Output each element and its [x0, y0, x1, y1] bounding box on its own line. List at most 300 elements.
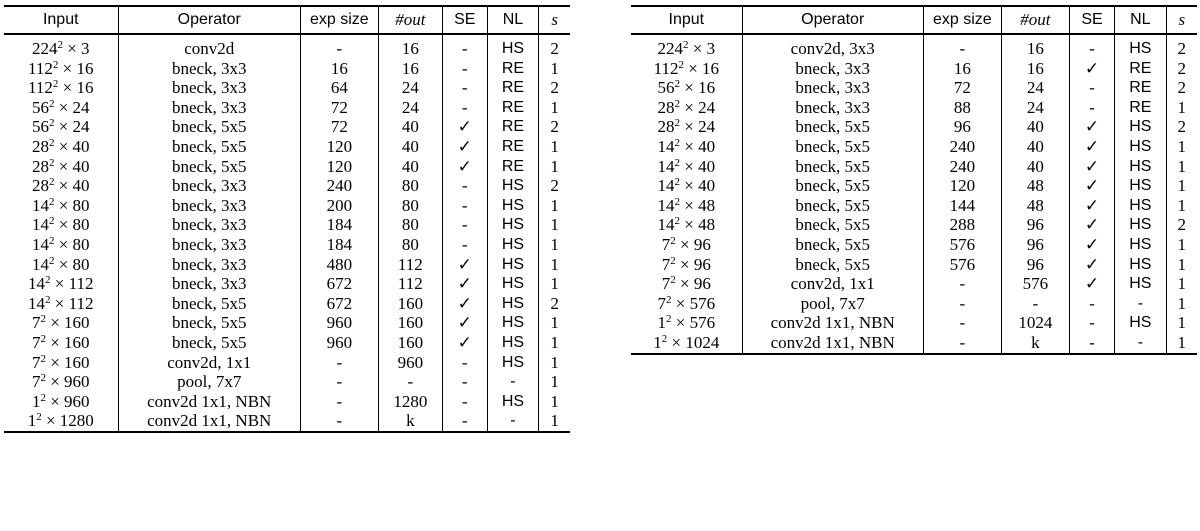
times-symbol: × [58, 58, 77, 78]
cell-stride: 1 [1166, 274, 1197, 294]
cell-nl: HS [1115, 215, 1166, 235]
table-row [4, 34, 570, 59]
cell-nl: HS [1115, 34, 1166, 59]
header-stride: s [1166, 6, 1197, 34]
cell-out: 960 [378, 353, 442, 373]
times-symbol: × [671, 313, 690, 333]
header-exp-size: exp size [300, 6, 378, 34]
header-operator: Operator [742, 6, 923, 34]
cell-nl: HS [487, 353, 539, 373]
cell-stride: 1 [539, 137, 570, 157]
times-symbol: × [54, 136, 73, 156]
input-exponent: 2 [48, 176, 55, 189]
cell-out: 112 [378, 255, 442, 275]
cell-se: ✓ [1069, 157, 1114, 177]
input-channels: 960 [64, 372, 90, 392]
times-symbol: × [680, 176, 699, 196]
cell-operator: bneck, 5x5 [742, 255, 923, 275]
cell-out: k [378, 411, 442, 432]
cell-input [4, 117, 118, 137]
cell-stride: 1 [539, 215, 570, 235]
cell-exp-size: 240 [300, 176, 378, 196]
input-resolution: 224 [657, 39, 684, 58]
input-exponent: 2 [48, 97, 55, 110]
header-exp-size: exp size [923, 6, 1001, 34]
cell-nl: HS [1115, 274, 1166, 294]
table-row [631, 255, 1197, 275]
input-exponent: 2 [674, 136, 681, 149]
cell-out: 1024 [1001, 313, 1069, 333]
input-resolution: 14 [657, 215, 675, 235]
times-symbol: × [680, 215, 699, 235]
cell-nl: RE [487, 157, 539, 177]
cell-operator: bneck, 3x3 [742, 78, 923, 98]
times-symbol: × [680, 97, 699, 117]
cell-operator: bneck, 5x5 [742, 215, 923, 235]
cell-se: - [1069, 78, 1114, 98]
cell-nl: HS [1115, 313, 1166, 333]
cell-stride: 2 [1166, 59, 1197, 79]
input-resolution: 28 [31, 136, 49, 156]
input-resolution: 112 [28, 78, 53, 98]
cell-nl: RE [487, 98, 539, 118]
cell-se: ✓ [442, 313, 487, 333]
cell-operator: bneck, 3x3 [118, 255, 300, 275]
cell-operator: conv2d 1x1, NBN [742, 333, 923, 354]
cell-nl: RE [1115, 98, 1166, 118]
input-exponent: 2 [674, 117, 681, 130]
input-resolution: 7 [661, 234, 671, 254]
cell-nl: - [1115, 294, 1166, 314]
input-exponent: 2 [670, 234, 676, 247]
cell-se: - [442, 196, 487, 216]
header-se: SE [1069, 6, 1114, 34]
cell-se: ✓ [442, 333, 487, 353]
cell-operator: bneck, 5x5 [742, 117, 923, 137]
table-row [631, 196, 1197, 216]
times-symbol: × [680, 195, 699, 215]
cell-stride: 1 [539, 392, 570, 412]
cell-operator: conv2d 1x1, NBN [742, 313, 923, 333]
cell-input [631, 235, 742, 255]
cell-stride: 2 [539, 78, 570, 98]
cell-operator: bneck, 3x3 [118, 176, 300, 196]
cell-input [631, 78, 742, 98]
input-resolution: 14 [31, 234, 49, 254]
cell-out: 40 [1001, 157, 1069, 177]
input-channels: 576 [689, 313, 716, 333]
table-row [4, 176, 570, 196]
cell-input [4, 235, 118, 255]
cell-se: - [442, 176, 487, 196]
cell-nl: HS [487, 34, 539, 59]
cell-stride: 1 [539, 411, 570, 432]
cell-se: ✓ [1069, 274, 1114, 294]
input-exponent: 2 [674, 176, 681, 189]
cell-exp-size: 72 [300, 98, 378, 118]
cell-operator: conv2d [118, 34, 300, 59]
input-channels: 80 [72, 234, 90, 254]
times-symbol: × [54, 176, 73, 196]
cell-stride: 1 [539, 98, 570, 118]
cell-input [631, 59, 742, 79]
cell-out: 96 [1001, 255, 1069, 275]
input-exponent: 2 [670, 254, 676, 267]
input-channels: 24 [72, 117, 90, 137]
cell-exp-size: 16 [923, 59, 1001, 79]
cell-operator: conv2d, 3x3 [742, 34, 923, 59]
input-exponent: 2 [678, 58, 684, 71]
cell-out: 80 [378, 196, 442, 216]
cell-stride: 2 [1166, 34, 1197, 59]
cell-exp-size: 184 [300, 235, 378, 255]
cell-exp-size: 672 [300, 294, 378, 314]
cell-se: - [442, 411, 487, 432]
cell-se: - [1069, 294, 1114, 314]
times-symbol: × [54, 234, 73, 254]
input-exponent: 2 [666, 313, 672, 326]
cell-stride: 1 [1166, 196, 1197, 216]
cell-exp-size: 72 [923, 78, 1001, 98]
input-channels: 112 [68, 274, 94, 294]
cell-nl: RE [1115, 59, 1166, 79]
cell-out: 16 [378, 59, 442, 79]
cell-operator: pool, 7x7 [118, 372, 300, 392]
input-channels: 960 [64, 391, 90, 411]
input-resolution: 1 [31, 391, 41, 411]
input-resolution: 14 [28, 293, 46, 313]
cell-input [631, 313, 742, 333]
input-channels: 3 [81, 39, 90, 58]
cell-operator: bneck, 3x3 [118, 59, 300, 79]
input-resolution: 112 [653, 58, 679, 78]
cell-exp-size: 96 [923, 117, 1001, 137]
cell-out: 96 [1001, 235, 1069, 255]
times-symbol: × [680, 117, 699, 137]
table-row [631, 117, 1197, 137]
cell-exp-size: - [923, 333, 1001, 354]
table-large [4, 5, 570, 433]
cell-nl: HS [1115, 117, 1166, 137]
input-resolution: 14 [657, 195, 675, 215]
input-resolution: 14 [31, 254, 49, 274]
input-exponent: 2 [40, 391, 46, 404]
input-channels: 96 [693, 254, 711, 274]
times-symbol: × [54, 195, 73, 215]
cell-operator: bneck, 5x5 [118, 333, 300, 353]
input-exponent: 2 [48, 254, 55, 267]
cell-out: 40 [378, 117, 442, 137]
cell-stride: 1 [539, 372, 570, 392]
cell-input [631, 294, 742, 314]
times-symbol: × [62, 39, 82, 58]
cell-input [631, 137, 742, 157]
cell-out: k [1001, 333, 1069, 354]
cell-stride: 2 [1166, 78, 1197, 98]
cell-input [4, 411, 118, 432]
cell-operator: bneck, 5x5 [742, 176, 923, 196]
cell-nl: HS [1115, 235, 1166, 255]
times-symbol: × [667, 332, 686, 352]
cell-out: 16 [1001, 59, 1069, 79]
cell-stride: 1 [1166, 98, 1197, 118]
cell-exp-size: - [923, 274, 1001, 294]
input-resolution: 7 [31, 352, 41, 372]
cell-operator: bneck, 5x5 [118, 294, 300, 314]
cell-exp-size: 672 [300, 274, 378, 294]
cell-exp-size: - [923, 34, 1001, 59]
header-se: SE [442, 6, 487, 34]
times-symbol: × [58, 78, 77, 98]
table-row [631, 78, 1197, 98]
cell-exp-size: - [300, 411, 378, 432]
cell-input [4, 34, 118, 59]
times-symbol: × [54, 254, 73, 274]
input-channels: 48 [698, 215, 716, 235]
cell-se: ✓ [1069, 117, 1114, 137]
cell-stride: 1 [539, 274, 570, 294]
table-row [4, 255, 570, 275]
header-nl: NL [487, 6, 539, 34]
cell-nl: HS [487, 274, 539, 294]
cell-operator: bneck, 3x3 [118, 215, 300, 235]
cell-se: - [442, 392, 487, 412]
input-exponent: 2 [36, 411, 42, 424]
input-resolution: 1 [27, 411, 37, 431]
input-channels: 40 [72, 156, 90, 176]
input-exponent: 2 [48, 117, 55, 130]
cell-nl: - [1115, 333, 1166, 354]
input-resolution: 14 [31, 215, 49, 235]
cell-input [4, 176, 118, 196]
cell-operator: bneck, 3x3 [118, 196, 300, 216]
cell-nl: - [487, 411, 539, 432]
times-symbol: × [45, 332, 65, 352]
header-out: #out [378, 6, 442, 34]
cell-stride: 2 [539, 117, 570, 137]
input-exponent: 2 [45, 293, 51, 306]
input-resolution: 7 [31, 332, 41, 352]
table-row [631, 59, 1197, 79]
cell-input [631, 117, 742, 137]
cell-input [4, 59, 118, 79]
input-resolution: 56 [31, 97, 49, 117]
input-channels: 160 [64, 313, 90, 333]
cell-input [4, 294, 118, 314]
input-exponent: 2 [40, 313, 46, 326]
input-channels: 40 [698, 156, 716, 176]
cell-out: 80 [378, 235, 442, 255]
cell-se: ✓ [442, 255, 487, 275]
header-out: #out [1001, 6, 1069, 34]
table-row [4, 59, 570, 79]
cell-se: ✓ [1069, 59, 1114, 79]
cell-input [631, 215, 742, 235]
cell-nl: HS [487, 176, 539, 196]
cell-stride: 1 [1166, 313, 1197, 333]
cell-nl: HS [1115, 157, 1166, 177]
table-row [4, 235, 570, 255]
table-row [4, 294, 570, 314]
input-resolution: 14 [657, 136, 675, 156]
cell-stride: 1 [539, 313, 570, 333]
cell-operator: conv2d 1x1, NBN [118, 411, 300, 432]
cell-stride: 1 [1166, 333, 1197, 354]
cell-input [4, 372, 118, 392]
input-exponent: 2 [52, 58, 59, 71]
cell-operator: bneck, 3x3 [118, 78, 300, 98]
cell-out: 576 [1001, 274, 1069, 294]
cell-se: - [1069, 333, 1114, 354]
cell-input [4, 255, 118, 275]
cell-exp-size: 288 [923, 215, 1001, 235]
input-exponent: 2 [674, 97, 681, 110]
cell-stride: 2 [539, 34, 570, 59]
table-row [4, 196, 570, 216]
cell-operator: bneck, 5x5 [118, 157, 300, 177]
cell-se: - [442, 59, 487, 79]
times-symbol: × [50, 274, 69, 294]
table-row [4, 137, 570, 157]
input-resolution: 28 [31, 156, 49, 176]
input-exponent: 2 [674, 215, 681, 228]
input-channels: 24 [72, 97, 90, 117]
cell-operator: bneck, 5x5 [742, 235, 923, 255]
cell-stride: 1 [1166, 255, 1197, 275]
cell-stride: 1 [1166, 294, 1197, 314]
cell-stride: 1 [1166, 176, 1197, 196]
cell-nl: RE [487, 137, 539, 157]
cell-out: 48 [1001, 176, 1069, 196]
cell-se: - [442, 78, 487, 98]
cell-stride: 1 [1166, 137, 1197, 157]
cell-nl: HS [487, 313, 539, 333]
cell-stride: 1 [539, 333, 570, 353]
cell-exp-size: 64 [300, 78, 378, 98]
cell-exp-size: - [300, 34, 378, 59]
input-channels: 3 [706, 39, 716, 58]
cell-exp-size: 120 [300, 137, 378, 157]
cell-operator: bneck, 5x5 [118, 117, 300, 137]
cell-out: 24 [1001, 78, 1069, 98]
input-channels: 40 [72, 136, 90, 156]
input-resolution: 56 [657, 78, 675, 98]
input-resolution: 14 [28, 274, 46, 294]
cell-se: - [1069, 313, 1114, 333]
cell-nl: RE [487, 78, 539, 98]
cell-nl: HS [487, 215, 539, 235]
cell-input [4, 215, 118, 235]
input-resolution: 14 [657, 156, 675, 176]
cell-stride: 1 [539, 59, 570, 79]
times-symbol: × [683, 58, 703, 78]
times-symbol: × [41, 411, 60, 431]
input-resolution: 1 [657, 313, 667, 333]
table-row [4, 78, 570, 98]
cell-nl: HS [487, 333, 539, 353]
input-channels: 576 [689, 293, 716, 313]
cell-nl: RE [1115, 78, 1166, 98]
architecture-table-large [4, 5, 570, 433]
cell-stride: 2 [539, 294, 570, 314]
cell-out: 40 [1001, 117, 1069, 137]
cell-exp-size: 960 [300, 313, 378, 333]
times-symbol: × [688, 39, 707, 58]
cell-input [631, 157, 742, 177]
input-resolution: 7 [31, 372, 41, 392]
cell-out: - [378, 372, 442, 392]
cell-out: 160 [378, 313, 442, 333]
cell-operator: bneck, 3x3 [118, 274, 300, 294]
cell-se: - [1069, 98, 1114, 118]
cell-input [631, 98, 742, 118]
header-nl: NL [1115, 6, 1166, 34]
input-exponent: 2 [674, 195, 681, 208]
cell-exp-size: 240 [923, 137, 1001, 157]
cell-out: 48 [1001, 196, 1069, 216]
cell-nl: HS [1115, 255, 1166, 275]
cell-exp-size: 144 [923, 196, 1001, 216]
input-resolution: 28 [657, 97, 675, 117]
cell-stride: 2 [539, 176, 570, 196]
input-resolution: 7 [31, 313, 41, 333]
architecture-table-small [631, 5, 1197, 355]
cell-input [4, 392, 118, 412]
cell-exp-size: 16 [300, 59, 378, 79]
cell-nl: HS [1115, 137, 1166, 157]
input-exponent: 2 [48, 156, 55, 169]
cell-input [631, 34, 742, 59]
times-symbol: × [675, 254, 694, 274]
table-row [631, 34, 1197, 59]
input-channels: 16 [76, 58, 94, 78]
header-stride: s [539, 6, 570, 34]
input-channels: 80 [72, 195, 90, 215]
input-exponent: 2 [674, 78, 681, 91]
cell-nl: RE [487, 117, 539, 137]
input-exponent: 2 [52, 78, 59, 91]
cell-stride: 1 [539, 255, 570, 275]
cell-nl: HS [487, 294, 539, 314]
table-row [4, 392, 570, 412]
input-channels: 40 [698, 136, 716, 156]
times-symbol: × [45, 391, 65, 411]
cell-exp-size: 200 [300, 196, 378, 216]
cell-operator: bneck, 3x3 [118, 98, 300, 118]
times-symbol: × [45, 372, 65, 392]
table-row [4, 313, 570, 333]
table-row [631, 176, 1197, 196]
cell-out: 24 [1001, 98, 1069, 118]
cell-exp-size: 120 [923, 176, 1001, 196]
cell-input [4, 78, 118, 98]
input-exponent: 2 [45, 274, 51, 287]
cell-stride: 2 [1166, 117, 1197, 137]
cell-input [631, 196, 742, 216]
cell-input [631, 255, 742, 275]
input-resolution: 28 [657, 117, 675, 137]
input-channels: 24 [698, 117, 716, 137]
cell-operator: bneck, 5x5 [118, 137, 300, 157]
cell-input [631, 274, 742, 294]
input-channels: 96 [693, 234, 711, 254]
input-channels: 1024 [685, 332, 720, 352]
table-row [631, 235, 1197, 255]
cell-exp-size: - [300, 353, 378, 373]
cell-operator: bneck, 3x3 [118, 235, 300, 255]
cell-operator: bneck, 5x5 [742, 196, 923, 216]
cell-stride: 2 [1166, 215, 1197, 235]
